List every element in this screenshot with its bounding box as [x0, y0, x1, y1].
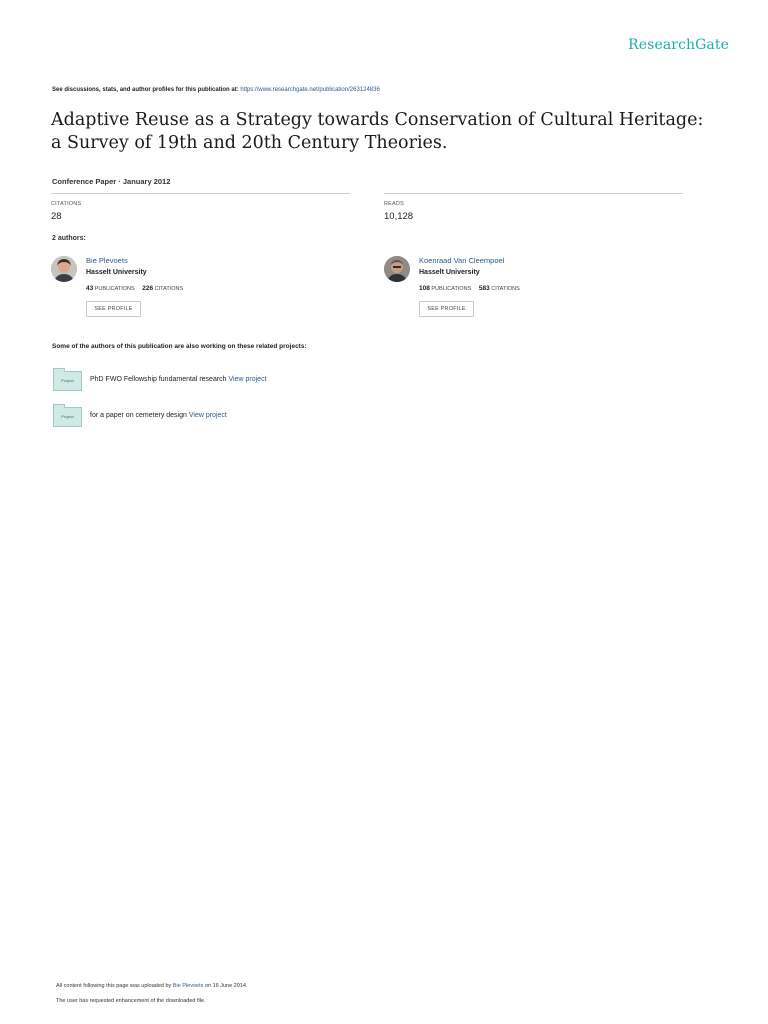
- project-icon-label: Project: [61, 378, 74, 383]
- author-name-link[interactable]: Koenraad Van Cleempoel: [419, 256, 505, 265]
- publication-link[interactable]: https://www.researchgate.net/publication/263124836: [240, 87, 380, 93]
- reads-label: READS: [384, 201, 404, 207]
- project-item: [90, 412, 227, 419]
- avatar[interactable]: [51, 256, 77, 282]
- project-icon-label: Project: [61, 414, 74, 419]
- project-title: PhD FWO Fellowship fundamental research: [90, 376, 227, 383]
- enhancement-note: The user has requested enhancement of the downloaded file.: [56, 998, 206, 1004]
- publication-meta: Conference Paper · January 2012: [52, 177, 171, 186]
- reads-divider: [384, 193, 683, 194]
- author-institution: Hasselt University: [86, 269, 147, 276]
- citations-label: CITATIONS: [51, 201, 82, 207]
- author-institution: Hasselt University: [419, 269, 480, 276]
- author-stats: [419, 285, 520, 292]
- see-profile-button[interactable]: SEE PROFILE: [419, 301, 474, 317]
- discussion-text: See discussions, stats, and author profiles for this publication at:: [52, 87, 239, 93]
- upload-note: [56, 983, 247, 989]
- project-folder-icon: [53, 371, 82, 391]
- citations-label: CITATIONS: [154, 286, 184, 292]
- author-stats: [86, 285, 183, 292]
- discussion-line: [52, 87, 380, 93]
- publication-title: Adaptive Reuse as a Strategy towards Conservation of Cultural Heritage: a Survey of 19th and 20th Century Theories.: [51, 110, 704, 153]
- view-project-link[interactable]: View project: [188, 412, 227, 419]
- author-name-link[interactable]: Bie Plevoets: [86, 256, 128, 265]
- project-folder-icon: [53, 407, 82, 427]
- view-project-link[interactable]: View project: [228, 376, 267, 383]
- see-profile-button[interactable]: SEE PROFILE: [86, 301, 141, 317]
- citations-label: CITATIONS: [491, 286, 520, 292]
- upload-suffix: on 16 June 2014.: [204, 983, 248, 989]
- citations-value: 28: [51, 211, 62, 222]
- project-title: for a paper on cemetery design: [90, 412, 187, 419]
- publications-count: 43: [86, 285, 94, 292]
- researchgate-logo[interactable]: ResearchGate: [628, 37, 729, 53]
- uploader-link[interactable]: Bie Plevoets: [172, 983, 204, 989]
- citations-count: 583: [478, 285, 490, 292]
- publications-count: 108: [419, 285, 430, 292]
- project-item: [90, 376, 267, 383]
- publications-label: PUBLICATIONS: [431, 286, 472, 292]
- citations-count: 226: [142, 285, 154, 292]
- publications-label: PUBLICATIONS: [94, 286, 135, 292]
- authors-heading: 2 authors:: [52, 235, 86, 242]
- upload-prefix: All content following this page was uploaded by: [56, 983, 172, 989]
- avatar[interactable]: [384, 256, 410, 282]
- citations-divider: [51, 193, 350, 194]
- reads-value: 10,128: [384, 211, 414, 222]
- related-projects-heading: Some of the authors of this publication are also working on these related projects:: [52, 343, 307, 350]
